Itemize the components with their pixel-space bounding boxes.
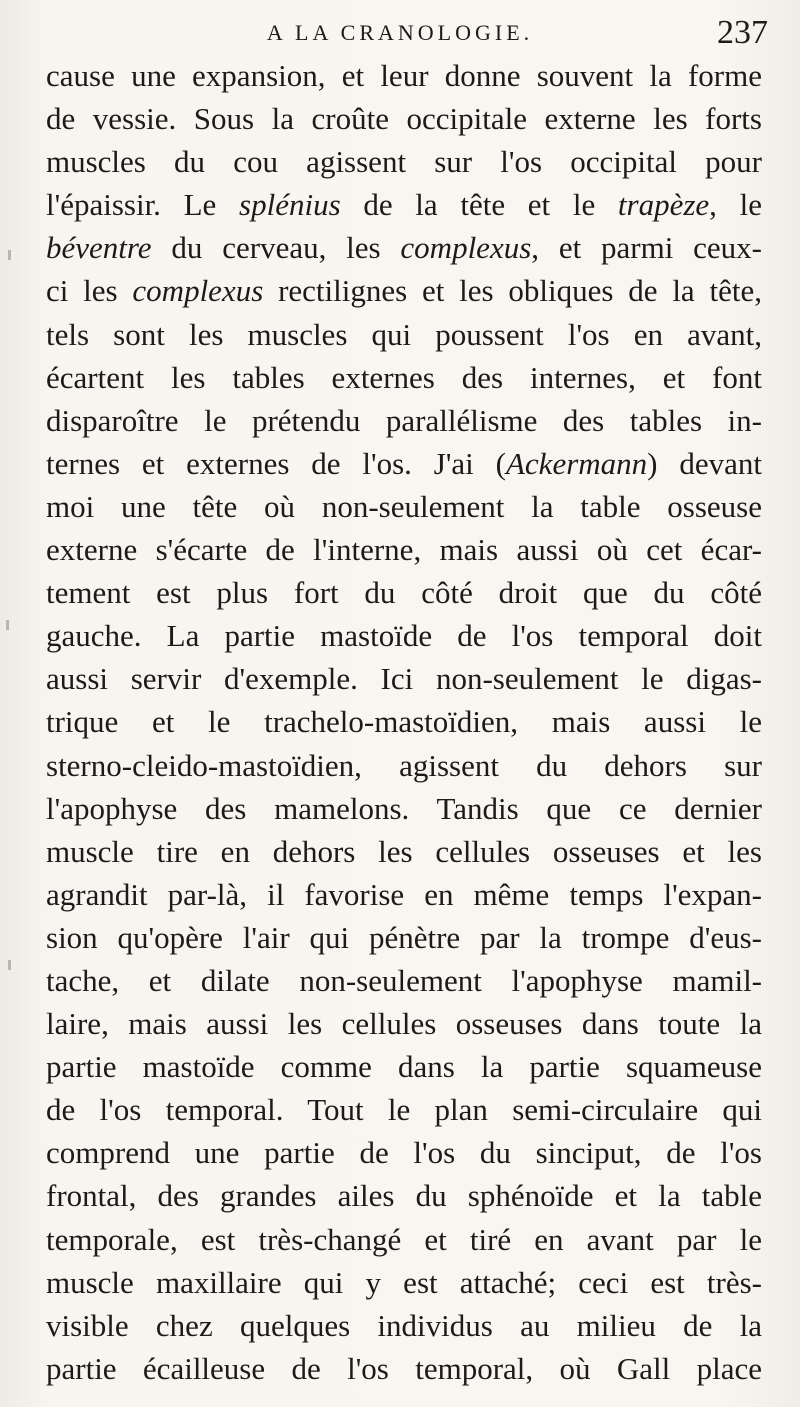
text-run: , et parmi ceux- [531,230,763,266]
page-header [0,14,800,54]
text-line [46,1347,762,1390]
text-line [46,916,762,959]
text-line [46,356,762,399]
text-line [46,269,762,312]
text-run: disparoître le prétendu parallélisme des tables in- [46,402,762,438]
text-line [46,1174,762,1217]
text-run: ternes et externes de l'os. J'ai ( [46,445,506,481]
text-run: visible chez quelques individus au milieu de la [46,1307,762,1343]
text-run: l'apophyse des mamelons. Tandis que ce dernier [46,790,762,826]
text-line [46,657,762,700]
text-line [46,787,762,830]
italic-term: splénius [239,187,341,223]
text-line [46,183,762,226]
text-line [46,54,762,97]
italic-term: trapèze [617,187,710,223]
text-run: comprend une partie de l'os du sinciput, de l'os [46,1135,762,1171]
margin-smudge [8,250,11,260]
text-run: du cerveau, les [151,230,401,266]
margin-smudge [6,620,9,630]
text-line [46,226,762,269]
text-line [46,1131,762,1174]
margin-smudge [8,960,11,970]
text-run: , le [709,187,762,223]
text-line [46,1304,762,1347]
text-run: trique et le trachelo-mastoïdien, mais aussi le [46,704,762,740]
italic-term: complexus [400,230,532,266]
text-line [46,614,762,657]
text-line [46,313,762,356]
text-run: de l'os temporal. Tout le plan semi-circulaire qui [46,1092,762,1128]
text-line [46,744,762,787]
text-line [46,1261,762,1304]
text-run: externe s'écarte de l'interne, mais aussi où cet écar- [46,532,762,568]
italic-term: Ackermann [505,445,648,481]
text-run: moi une tête où non-seulement la table osseuse [46,488,762,524]
text-run: ) devant [647,445,762,481]
text-line [46,959,762,1002]
text-run: tache, et dilate non-seulement l'apophyse mamil- [46,962,762,998]
text-line [46,442,762,485]
text-run: frontal, des grandes ailes du sphénoïde et la table [46,1178,762,1214]
text-line [46,1045,762,1088]
text-run: ci les [46,273,133,309]
text-run: muscle tire en dehors les cellules osseuses et les [46,833,762,869]
text-run: agrandit par-là, il favorise en même temps l'expan- [46,876,762,912]
text-line [46,399,762,442]
text-line [46,1218,762,1261]
running-title: A LA CRANOLOGIE. [266,20,534,45]
text-run: sion qu'opère l'air qui pénètre par la trompe d'eus- [46,919,762,955]
text-line [46,528,762,571]
text-run: rectilignes et les obliques de la tête, [263,273,762,309]
text-run: sterno-cleido-mastoïdien, agissent du dehors sur [46,747,762,783]
text-run: écartent les tables externes des internes, et font [46,359,762,395]
text-run: laire, mais aussi les cellules osseuses dans toute la [46,1006,762,1042]
text-line [46,830,762,873]
text-run: de vessie. Sous la croûte occipitale externe les forts [46,101,762,137]
text-run: temporale, est très-changé et tiré en avant par le [46,1221,762,1257]
text-run: partie mastoïde comme dans la partie squameuse [46,1049,762,1085]
text-line [46,1088,762,1131]
text-run: tement est plus fort du côté droit que du côté [46,575,762,611]
text-run: partie écailleuse de l'os temporal, où Gall place [46,1350,762,1386]
text-line [46,571,762,614]
italic-term: complexus [132,273,264,309]
page-number: 237 [717,14,768,51]
text-line [46,1002,762,1045]
text-run: cause une expansion, et leur donne souvent la forme [46,58,762,93]
text-run: de la tête et le [340,187,618,223]
text-run: muscle maxillaire qui y est attaché; ceci est très- [46,1264,762,1300]
text-line [46,700,762,743]
text-run: aussi servir d'exemple. Ici non-seulement le digas- [46,661,762,697]
body-paragraph [46,54,762,1390]
text-line [46,97,762,140]
text-line [46,140,762,183]
text-line [46,873,762,916]
text-run: tels sont les muscles qui poussent l'os en avant, [46,316,762,352]
text-run: l'épaissir. Le [46,187,240,223]
text-run: muscles du cou agissent sur l'os occipital pour [46,144,762,180]
text-line [46,485,762,528]
text-run: gauche. La partie mastoïde de l'os temporal doit [46,618,762,654]
italic-term: béventre [46,230,152,266]
